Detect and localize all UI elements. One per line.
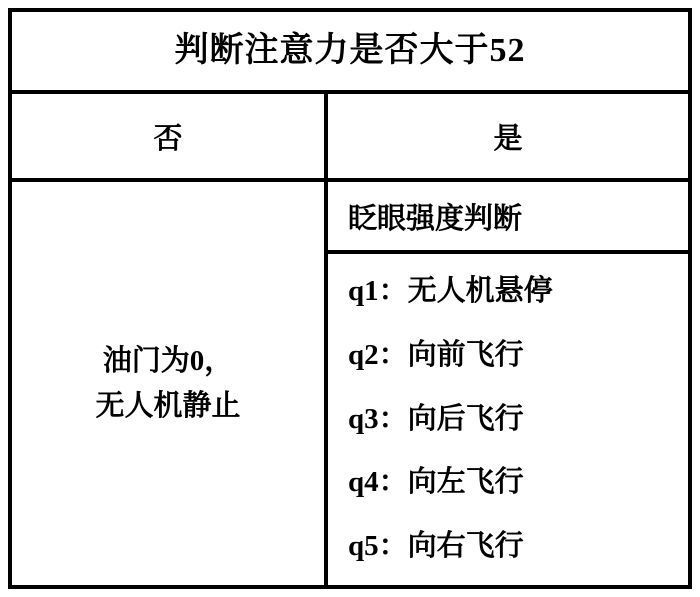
list-item: q3：向后飞行: [348, 402, 524, 435]
yes-branch-content: [328, 182, 688, 585]
yes-branch-header: 眨眼强度判断: [328, 182, 688, 254]
no-branch-content: [12, 182, 328, 585]
list-item: q4：向左飞行: [348, 466, 524, 499]
list-item: q1：无人机悬停: [348, 274, 553, 307]
branch-label-no: 否: [12, 94, 328, 178]
branch-header-row: [12, 94, 688, 182]
no-branch-line-2: 无人机静止: [95, 389, 241, 422]
decision-flow-table: [8, 8, 692, 589]
command-list: [328, 254, 688, 585]
list-item: q5：向右飞行: [348, 530, 524, 563]
title-row: [12, 12, 688, 94]
list-item: q2：向前飞行: [348, 338, 524, 371]
branch-label-yes: 是: [493, 122, 523, 155]
no-branch-line-1: 油门为0，: [102, 344, 234, 377]
branch-body-row: [12, 182, 688, 585]
page-title: 判断注意力是否大于52: [174, 32, 526, 69]
